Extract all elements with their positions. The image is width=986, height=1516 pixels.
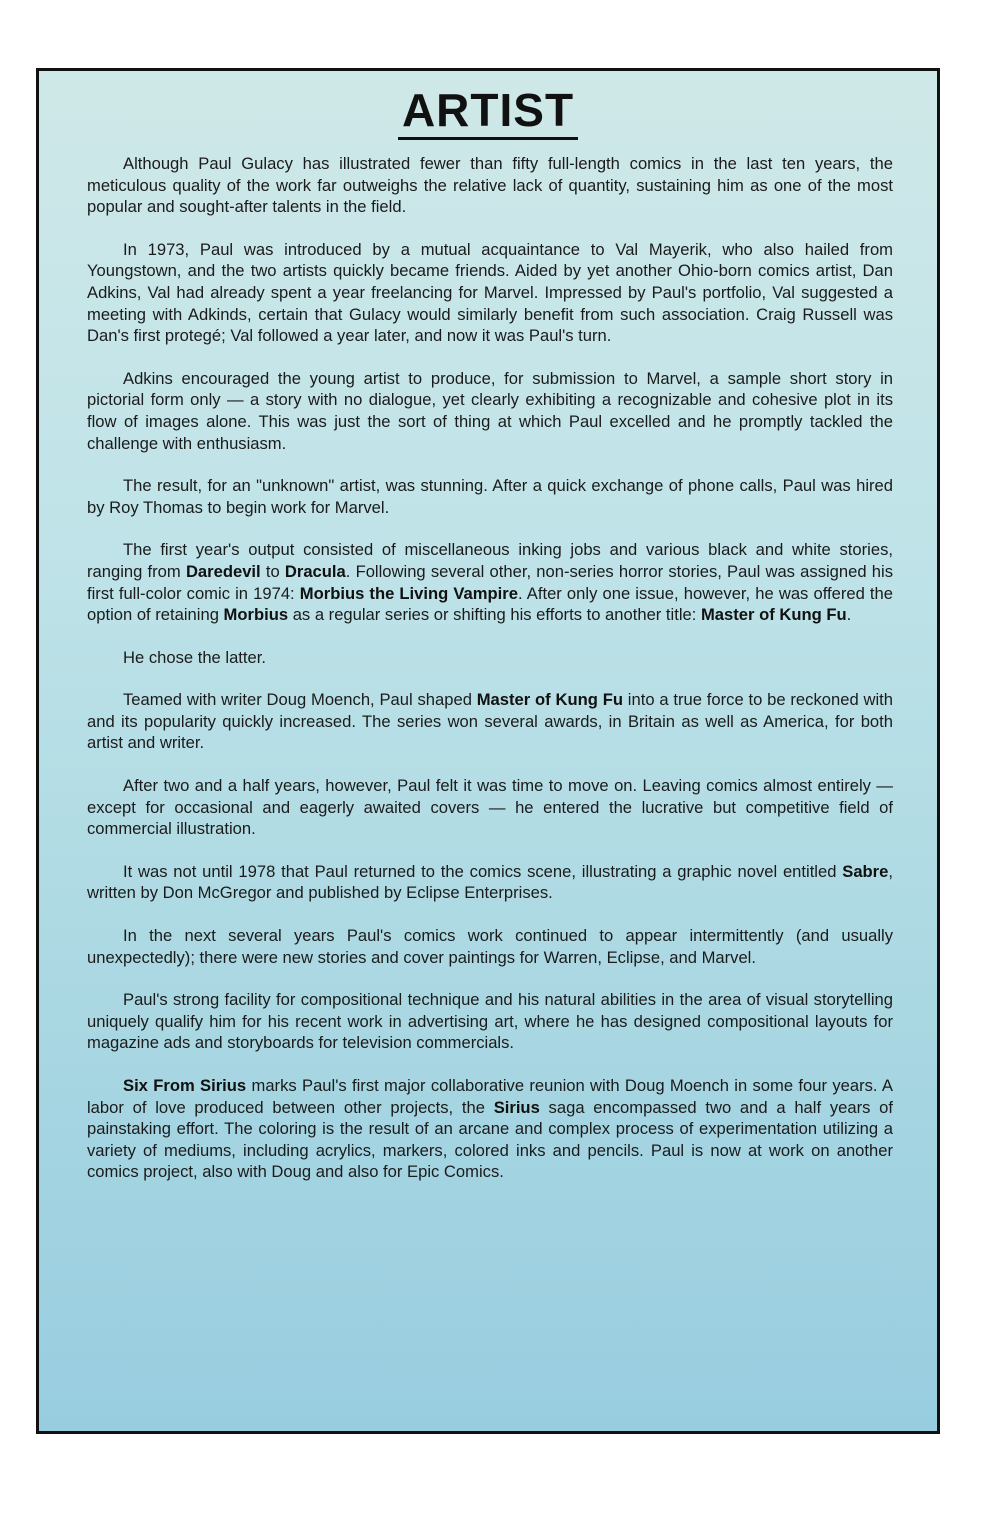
paragraph-2: In 1973, Paul was introduced by a mutual acquaintance to Val Mayerik, who also hailed from Youngstown, and the two artists quickly became friends. Aided by yet another Ohio-born comics artist, Dan Adkins, Val had already spent a year freelancing for Marvel. Impressed by Paul's portfolio, Val suggested a meeting with Adkinds, certain that Gulacy would similarly benefit from such association. Craig Russell was Dan's first protegé; Val followed a year later, and now it was Paul's turn. [87,239,893,346]
paragraph-5 [87,539,893,625]
title-block [39,83,937,140]
text-run: The first year's output consisted of miscellaneous inking jobs and various black and white stories, ranging from [87,540,893,581]
title-sirius: Sirius [493,1097,540,1117]
page-title: ARTIST [398,83,578,140]
text-run: to [260,561,285,581]
text-run: saga encompassed two and a half years of painstaking effort. The coloring is the result of an arcane and complex process of experimentation utilizing a variety of mediums, including acrylics, markers, colored inks and pencils. Paul is now at work on another comics project, also with Doug and also for Epic Comics. [87,1097,893,1182]
text-run: . [846,605,852,625]
paragraph-8: After two and a half years, however, Paul felt it was time to move on. Leaving comics almost entirely — except for occasional and eagerly awaited covers — he entered the lucrative but competitive field of commercial illustration. [87,776,893,839]
text-run: . Following several other, non-series horror stories, Paul was assigned his first full-color comic in 1974: [87,561,893,603]
title-master-of-kung-fu: Master of Kung Fu [476,690,623,710]
text-run: as a regular series or shifting his efforts to another title: [288,605,701,625]
paragraph-6: He chose the latter. [123,647,266,667]
paragraph-3: Adkins encouraged the young artist to produce, for submission to Marvel, a sample short story in pictorial form only — a story with no dialogue, yet clearly exhibiting a recognizable and cohesive plot in its flow of images alone. This was just the sort of thing at which Paul excelled and he promptly tackled the challenge with enthusiasm. [87,368,893,453]
text-run: . After only one issue, however, he was offered the option of retaining [87,583,893,625]
title-dracula: Dracula [284,561,346,581]
text-run: into a true force to be reckoned with and its popularity quickly increased. The series won several awards, in Britain as well as America, for both artist and writer. [87,690,893,753]
title-morbius-living-vampire: Morbius the Living Vampire [299,583,518,603]
article-body [87,153,893,1204]
paragraph-7 [87,689,893,754]
title-sabre: Sabre [842,861,889,881]
text-run: , written by Don McGregor and published by Eclipse Enterprises. [87,861,893,903]
text-run: marks Paul's first major collaborative reunion with Doug Moench in some four years. A labor of love produced between other projects, the [87,1076,893,1117]
paragraph-4: The result, for an "unknown" artist, was stunning. After a quick exchange of phone calls, Paul was hired by Roy Thomas to begin work for Marvel. [87,476,893,517]
paragraph-12 [87,1075,893,1183]
paragraph-1: Although Paul Gulacy has illustrated fewer than fifty full-length comics in the last ten years, the meticulous quality of the work far outweighs the relative lack of quantity, sustaining him as one of the most popular and sought-after talents in the field. [87,154,893,217]
title-daredevil: Daredevil [185,561,261,581]
text-run: It was not until 1978 that Paul returned to the comics scene, illustrating a graphic novel entitled [123,861,843,881]
paragraph-10: In the next several years Paul's comics work continued to appear intermittently (and usually unexpectedly); there were new stories and cover paintings for Warren, Eclipse, and Marvel. [87,926,893,967]
text-panel [36,68,940,1434]
title-master-of-kung-fu: Master of Kung Fu [700,605,847,625]
title-morbius: Morbius [223,605,289,625]
text-run: Teamed with writer Doug Moench, Paul shaped [123,690,477,710]
title-six-from-sirius: Six From Sirius [123,1076,247,1095]
paragraph-11: Paul's strong facility for compositional technique and his natural abilities in the area of visual storytelling uniquely qualify him for his recent work in advertising art, where he has designed compositional layouts for magazine ads and storyboards for television commercials. [87,990,893,1053]
paragraph-9 [87,861,893,904]
